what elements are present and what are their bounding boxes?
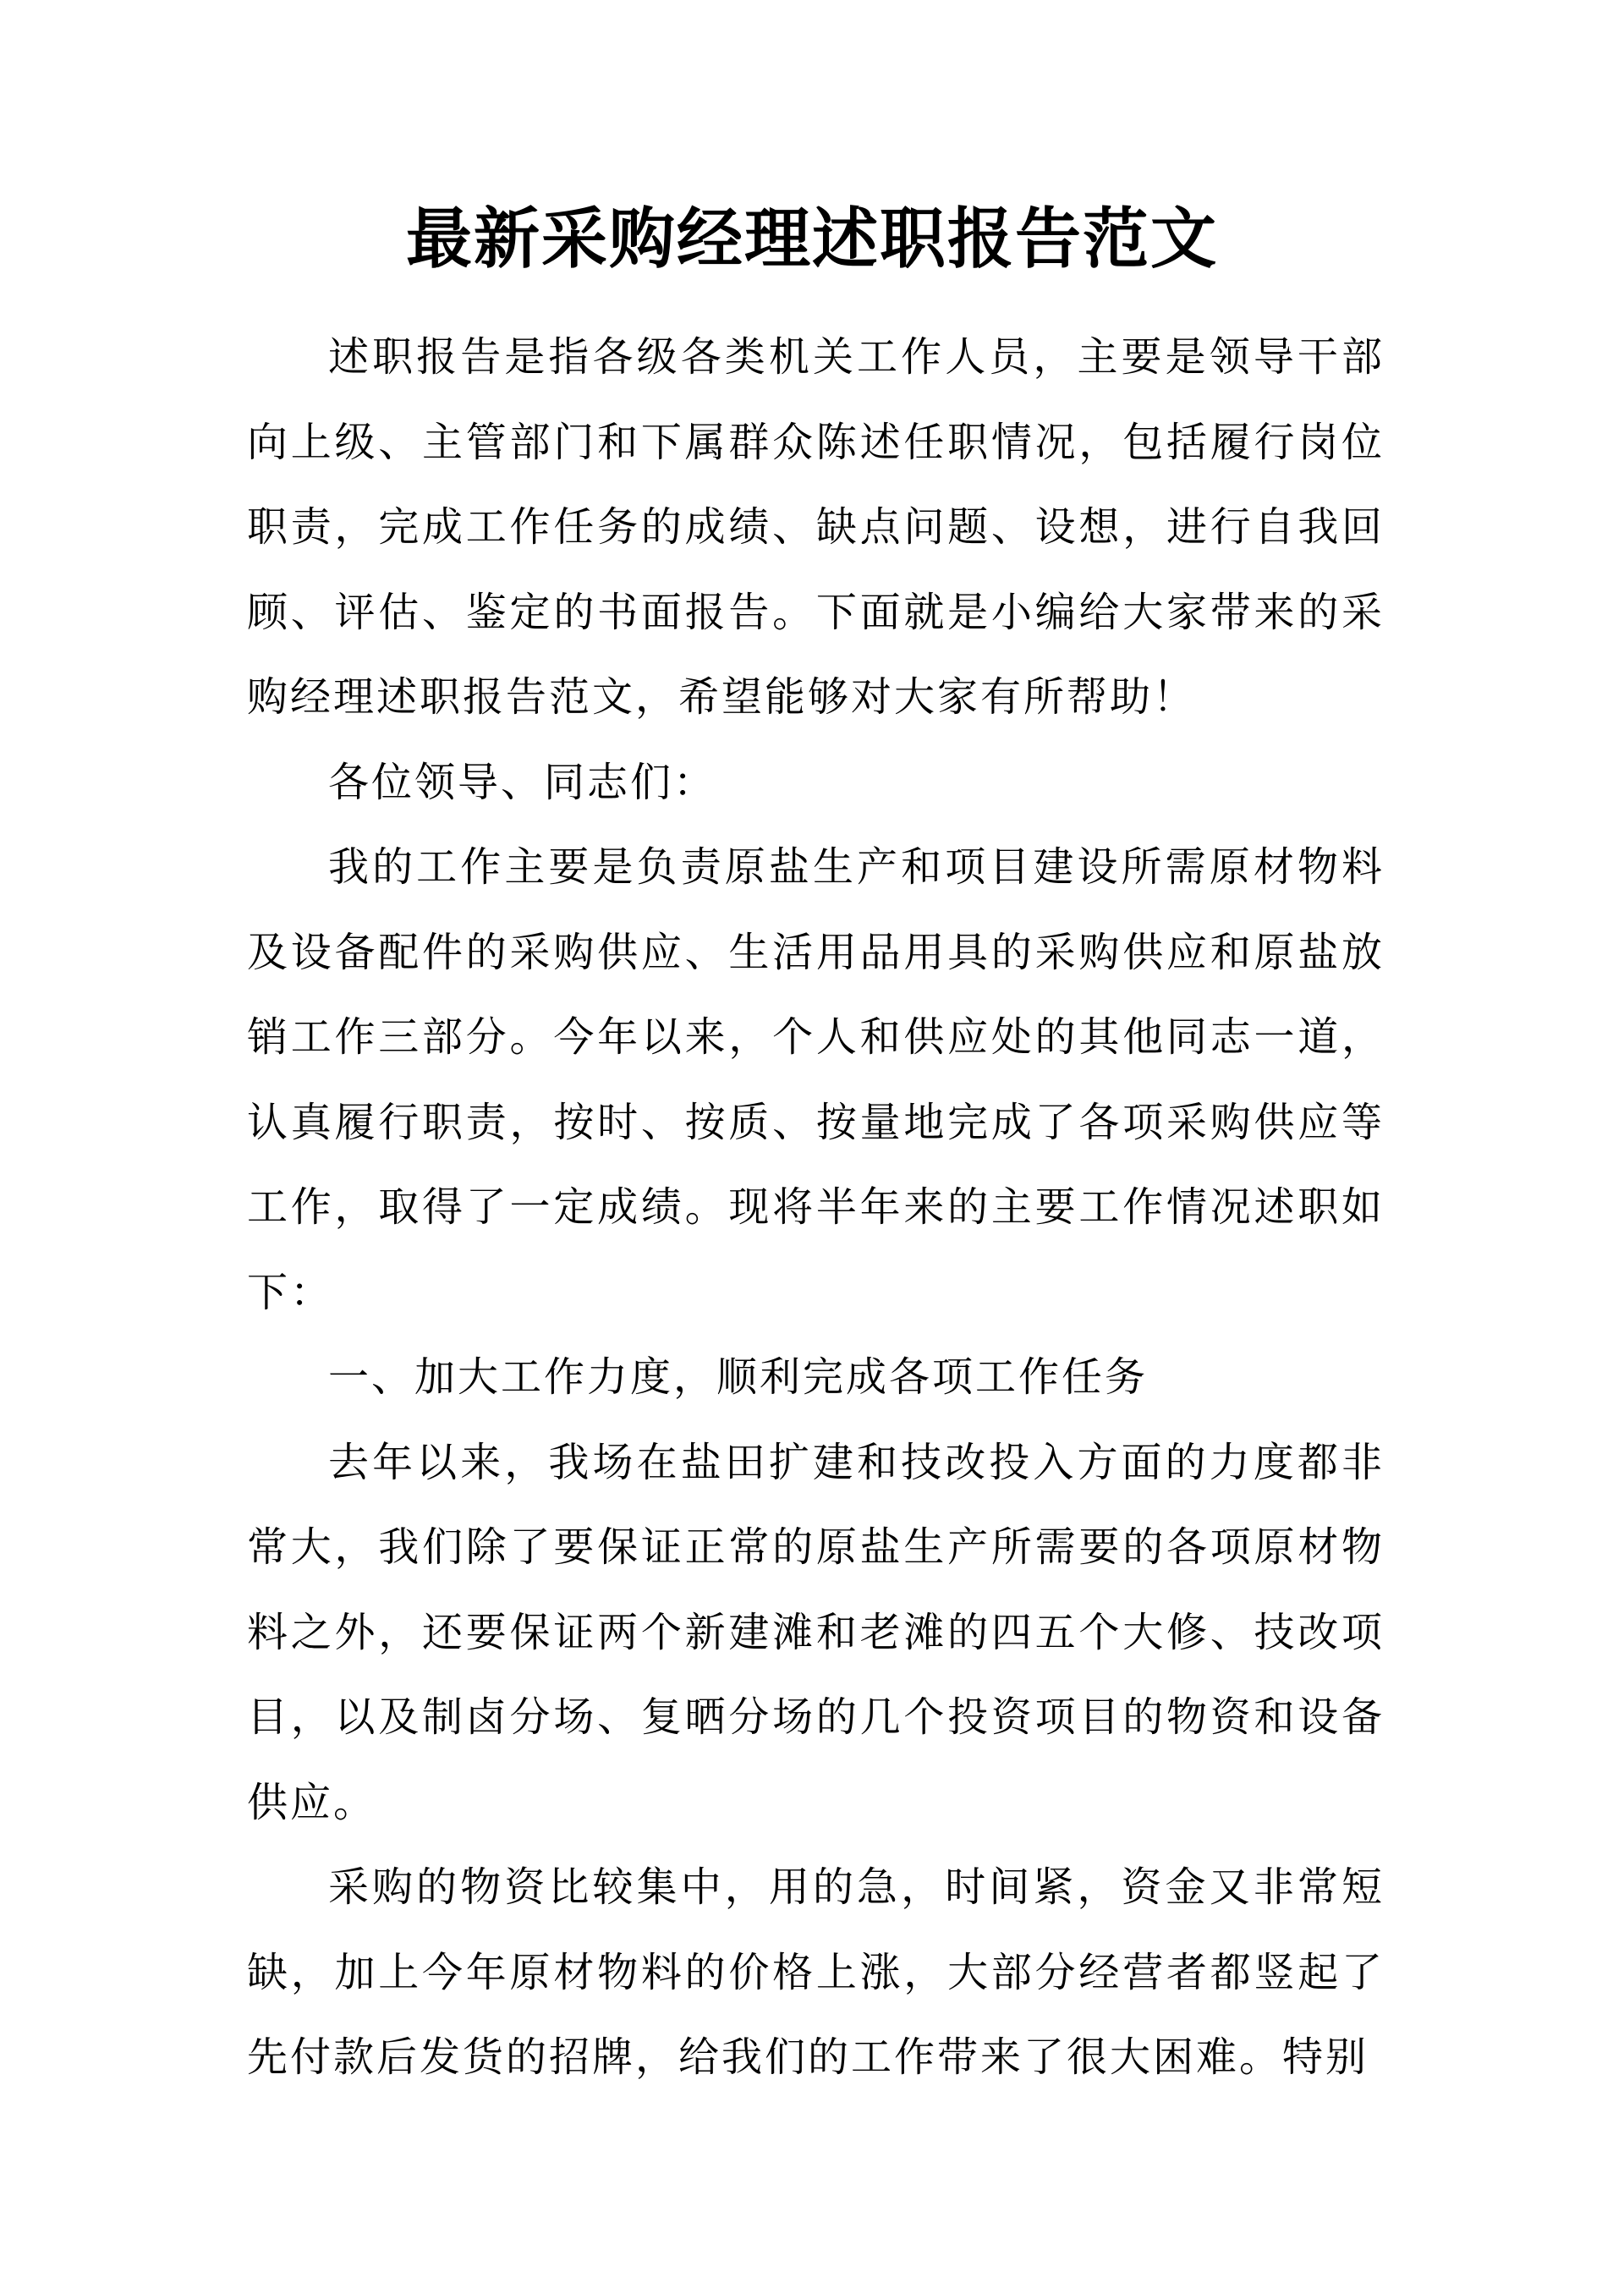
document-title: 最新采购经理述职报告范文 (405, 200, 1218, 277)
paragraph-duties: 我的工作主要是负责原盐生产和项目建设所需原材物料及设备配件的采购供应、生活用品用具的采购供应和原盐放销工作三部分。今年以来，个人和供应处的其他同志一道，认真履行职责，按时、按质、按量地完成了各项采购供应等工作，取得了一定成绩。现将半年来的主要工作情况述职如下： (247, 843, 1385, 1316)
document-body (247, 315, 1385, 2100)
paragraph-salutation: 各位领导、同志们： (328, 758, 717, 806)
paragraph-intro: 述职报告是指各级各类机关工作人员，主要是领导干部向上级、主管部门和下属群众陈述任职情况，包括履行岗位职责，完成工作任务的成绩、缺点问题、设想，进行自我回顾、评估、鉴定的书面报告。下面就是小编给大家带来的采购经理述职报告范文，希望能够对大家有所帮助！ (247, 333, 1385, 721)
paragraph-supply: 去年以来，我场在盐田扩建和技改投入方面的力度都非常大，我们除了要保证正常的原盐生产所需要的各项原材物料之外，还要保证两个新建滩和老滩的四五个大修、技改项目，以及制卤分场、复晒分场的几个投资项目的物资和设备供应。 (247, 1438, 1385, 1826)
paragraph-difficulty: 采购的物资比较集中，用的急，时间紧，资金又非常短缺，加上今年原材物料的价格上涨，大部分经营者都竖起了先付款后发货的招牌，给我们的工作带来了很大困难。特别 (247, 1863, 1385, 2081)
paragraph-heading-1: 一、加大工作力度，顺利完成各项工作任务 (328, 1353, 1149, 1401)
